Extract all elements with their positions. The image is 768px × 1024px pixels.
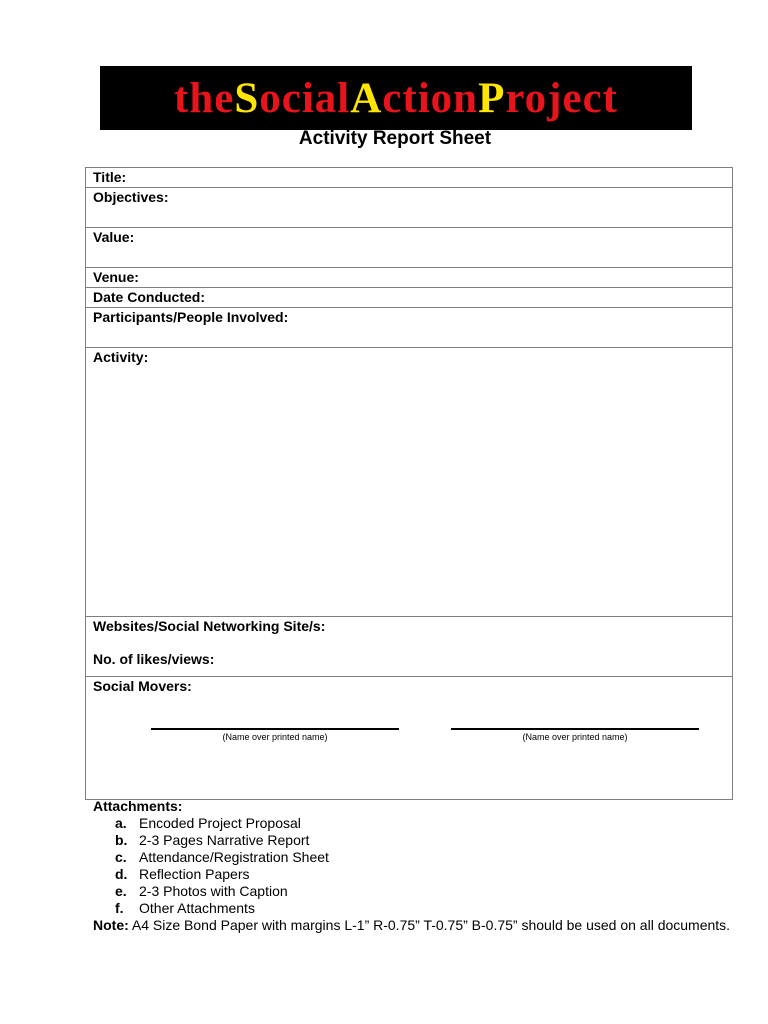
attachments-heading: Attachments: [93,798,183,814]
likes-views-label: No. of likes/views: [93,651,215,667]
logo-text-run: ction [382,74,479,122]
value-field[interactable] [86,228,733,268]
list-item [93,832,733,849]
list-item-text: Encoded Project Proposal [139,815,301,831]
value-label: Value: [93,229,135,245]
signature-block-1 [150,728,400,743]
logo-text-run: roject [505,74,618,122]
objectives-label: Objectives: [93,189,169,205]
signature-line-2[interactable] [451,728,699,730]
field-spacer [93,636,732,650]
activity-label: Activity: [93,349,149,365]
attachments-list [93,815,733,917]
activity-field[interactable] [86,348,733,617]
signature-caption-2: (Name over printed name) [522,732,628,742]
participants-label: Participants/People Involved: [93,309,289,325]
signature-caption-1: (Name over printed name) [222,732,328,742]
page-title: Activity Report Sheet [298,128,492,149]
note-paragraph [93,917,733,934]
list-item-text: 2-3 Photos with Caption [139,883,288,899]
list-marker: c. [115,849,127,865]
list-item-text: Attendance/Registration Sheet [139,849,329,865]
list-item [93,849,733,866]
logo-text-run: S [234,74,260,122]
list-item-text: 2-3 Pages Narrative Report [139,832,310,848]
date-conducted-label: Date Conducted: [93,289,205,305]
title-label: Title: [93,169,127,185]
logo-text-run: P [478,74,506,122]
list-item-text: Other Attachments [139,900,255,916]
logo-text-run: the [174,74,235,122]
social-movers-field[interactable] [86,677,733,800]
attachments-section [93,798,733,934]
list-item [93,866,733,883]
logo-text-run: A [350,74,383,122]
venue-field[interactable] [86,268,733,288]
websites-label: Websites/Social Networking Site/s: [93,618,326,634]
list-marker: d. [115,866,128,882]
list-item [93,883,733,900]
list-marker: f. [115,900,124,916]
list-item-text: Reflection Papers [139,866,250,882]
list-marker: b. [115,832,128,848]
websites-field[interactable] [86,617,733,677]
note-text: A4 Size Bond Paper with margins L-1” R-0.75” T-0.75” B-0.75” should be used on all documents. [128,917,731,933]
title-field[interactable] [86,168,733,188]
date-conducted-field[interactable] [86,288,733,308]
list-item [93,900,733,917]
logo-text [174,74,618,122]
signature-line-1[interactable] [151,728,399,730]
logo-text-run: ocial [259,74,351,122]
social-movers-label: Social Movers: [93,678,192,694]
objectives-field[interactable] [86,188,733,228]
note-label: Note: [93,917,129,933]
report-form-table [85,167,733,800]
list-marker: a. [115,815,127,831]
venue-label: Venue: [93,269,139,285]
participants-field[interactable] [86,308,733,348]
list-marker: e. [115,883,127,899]
list-item [93,815,733,832]
logo-banner [100,66,692,130]
signature-block-2 [450,728,700,743]
